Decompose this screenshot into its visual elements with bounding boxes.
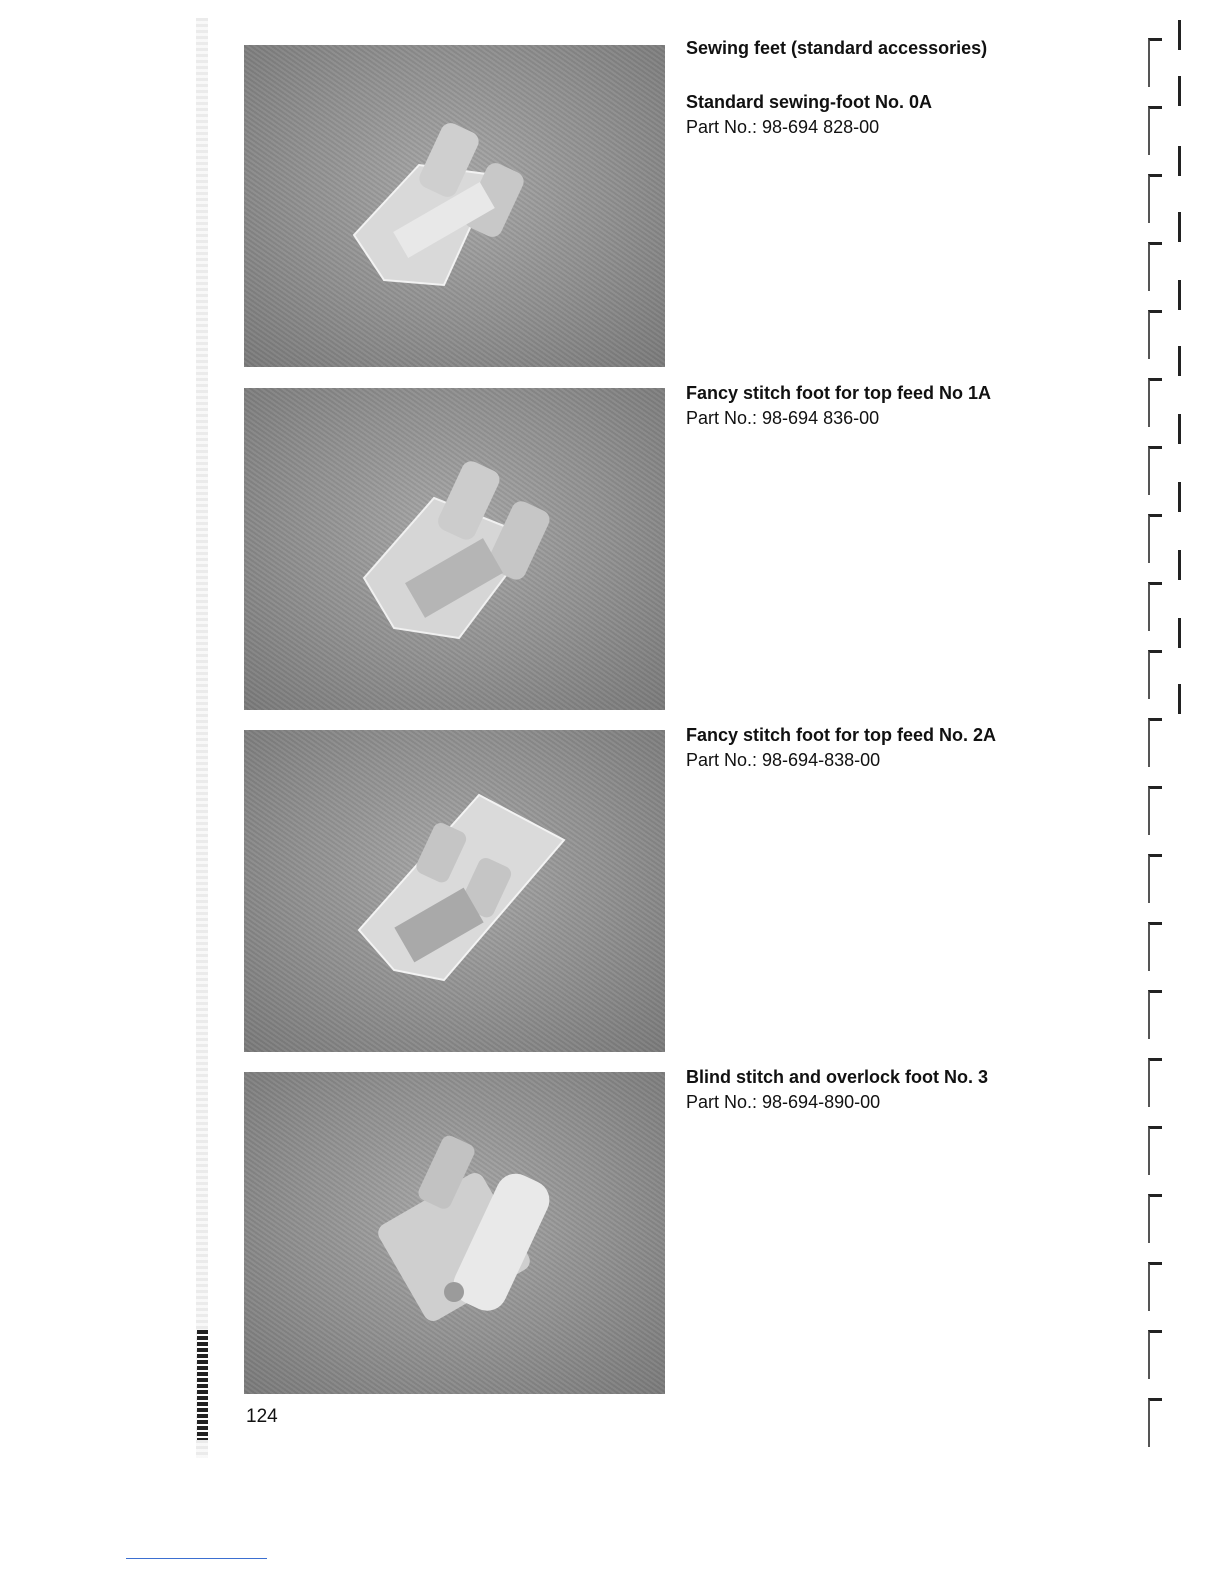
- page-number: 124: [246, 1406, 278, 1427]
- index-tab: [1148, 990, 1162, 1039]
- entry-part-number: Part No.: 98-694 828-00: [686, 117, 880, 137]
- index-tab: [1148, 106, 1162, 155]
- index-tick: [1178, 414, 1181, 444]
- index-tab-strip: [1140, 20, 1200, 1460]
- entry-title: Standard sewing-foot No. 0A: [686, 92, 933, 112]
- index-tab: [1148, 1330, 1162, 1379]
- accessory-entry: [686, 1065, 1066, 1115]
- index-tab: [1148, 1262, 1162, 1311]
- accessory-entry: [686, 723, 1066, 773]
- sewing-foot-illustration: [244, 388, 665, 710]
- sewing-foot-illustration: [244, 730, 665, 1052]
- photo-sewing-foot-0a: [244, 45, 665, 367]
- entry-title: Fancy stitch foot for top feed No. 2A: [686, 725, 997, 745]
- index-tab: [1148, 1398, 1162, 1447]
- index-tick: [1178, 618, 1181, 648]
- index-tab: [1148, 310, 1162, 359]
- index-tab: [1148, 38, 1162, 87]
- entry-part-number: Part No.: 98-694-890-00: [686, 1092, 881, 1112]
- index-tab: [1148, 174, 1162, 223]
- index-tab: [1148, 786, 1162, 835]
- index-tick: [1178, 212, 1181, 242]
- index-tick: [1178, 550, 1181, 580]
- index-tick: [1178, 280, 1181, 310]
- index-tab: [1148, 718, 1162, 767]
- index-tab: [1148, 1194, 1162, 1243]
- photo-blind-stitch-foot-3: [244, 1072, 665, 1394]
- divider-line: [126, 1558, 267, 1559]
- index-tick: [1178, 146, 1181, 176]
- index-tick: [1178, 20, 1181, 50]
- sewing-foot-illustration: [244, 1072, 665, 1394]
- sewing-foot-illustration: [244, 45, 665, 367]
- binding-strip: [196, 18, 208, 1458]
- page-title: Sewing feet (standard accessories): [686, 38, 988, 58]
- index-tab: [1148, 514, 1162, 563]
- entry-title: Blind stitch and overlock foot No. 3: [686, 1067, 989, 1087]
- index-tab: [1148, 1058, 1162, 1107]
- index-tab: [1148, 446, 1162, 495]
- entry-part-number: Part No.: 98-694-838-00: [686, 750, 881, 770]
- index-tick: [1178, 482, 1181, 512]
- binding-code: [197, 1330, 208, 1440]
- index-tab: [1148, 922, 1162, 971]
- index-tab: [1148, 378, 1162, 427]
- entry-part-number: Part No.: 98-694 836-00: [686, 408, 880, 428]
- index-tick: [1178, 346, 1181, 376]
- index-tab: [1148, 854, 1162, 903]
- entry-title: Fancy stitch foot for top feed No 1A: [686, 383, 992, 403]
- index-tab: [1148, 1126, 1162, 1175]
- index-tick: [1178, 76, 1181, 106]
- photo-fancy-stitch-foot-1a: [244, 388, 665, 710]
- index-tab: [1148, 582, 1162, 631]
- index-tab: [1148, 650, 1162, 699]
- photo-fancy-stitch-foot-2a: [244, 730, 665, 1052]
- accessory-entry: [686, 90, 1066, 140]
- index-tick: [1178, 684, 1181, 714]
- index-tab: [1148, 242, 1162, 291]
- accessory-entry: [686, 381, 1066, 431]
